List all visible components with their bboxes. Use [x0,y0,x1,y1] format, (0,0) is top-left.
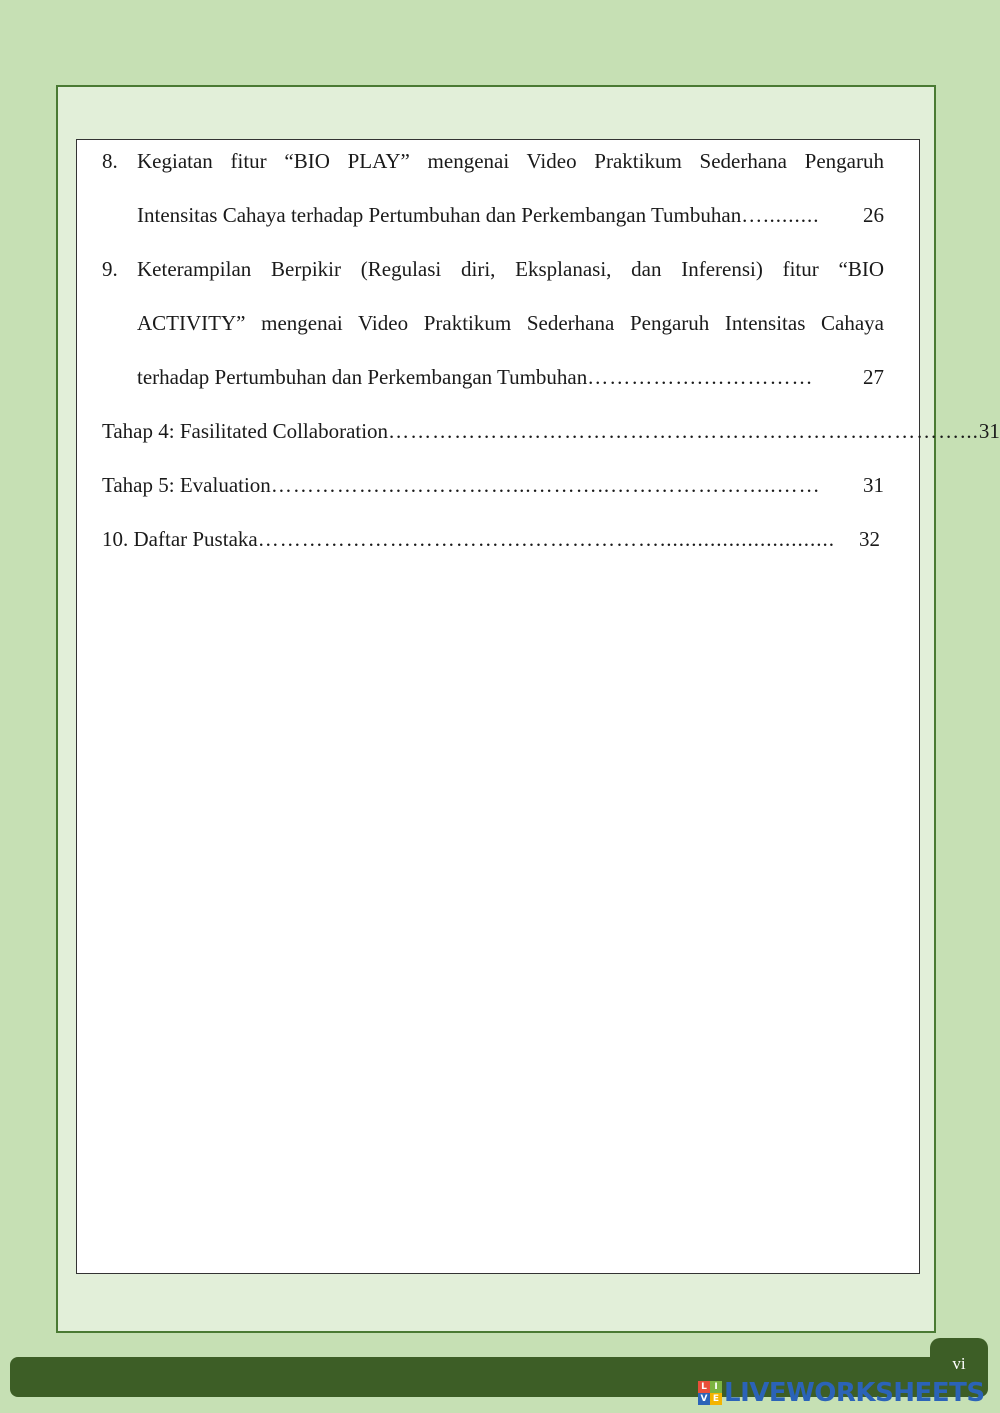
dot-leader: ……………………………….………………............................ [257,527,835,551]
dot-leader: …………….…………… [587,365,814,389]
toc-entry-leader [137,200,884,230]
page-number: vi [952,1354,966,1373]
toc-page-number: 26 [863,203,884,227]
logo-letter: E [710,1393,722,1405]
toc-item-number: 8. [102,149,118,173]
toc-item-9-line2 [102,308,884,338]
logo-letter: L [698,1381,710,1393]
toc-page-number: 32 [859,527,880,551]
toc-item-text: terhadap Pertumbuhan dan Perkembangan Tumbuhan [137,365,588,389]
toc-item-text: Tahap 4: Fasilitated Collaboration [102,419,389,443]
toc-item-8-line2 [102,200,884,230]
toc-item-text: Intensitas Cahaya terhadap Pertumbuhan dan Perkembangan Tumbuhan [137,203,742,227]
toc-item-text: Keterampilan Berpikir (Regulasi diri, Eksplanasi, dan Inferensi) fitur “BIO [137,257,884,281]
document-page [76,139,1000,1274]
toc-item-8-line1 [102,146,884,176]
logo-letter: V [698,1393,710,1405]
liveworksheets-watermark [698,1378,985,1408]
toc-item-9-line1 [102,254,884,284]
toc-page-number: 31 [863,473,884,497]
watermark-text: LIVEWORKSHEETS [724,1378,985,1408]
toc-item-text: Tahap 5: Evaluation [102,473,271,497]
toc-entry-leader [137,362,884,392]
toc-item-9-line3 [102,362,884,392]
toc-tahap-4 [102,416,1000,446]
toc-item-text: 10. Daftar Pustaka [102,527,258,551]
dot-leader: …......... [741,203,820,227]
dot-leader: ……………………………………………………………………... [388,419,979,443]
dot-leader: ……………………………...………..…………………..…… [270,473,821,497]
toc-item-text: Kegiatan fitur “BIO PLAY” mengenai Video Praktikum Sederhana Pengaruh [137,149,884,173]
toc-item-number: 9. [102,257,118,281]
toc-page-number: 31 [978,419,1000,443]
toc-page-number: 27 [863,365,884,389]
toc-item-text: ACTIVITY” mengenai Video Praktikum Sederhana Pengaruh Intensitas Cahaya [137,311,884,335]
logo-letter: I [710,1381,722,1393]
toc-item-10 [102,524,880,554]
toc-tahap-5 [102,470,884,500]
liveworksheets-logo-icon [698,1381,722,1405]
